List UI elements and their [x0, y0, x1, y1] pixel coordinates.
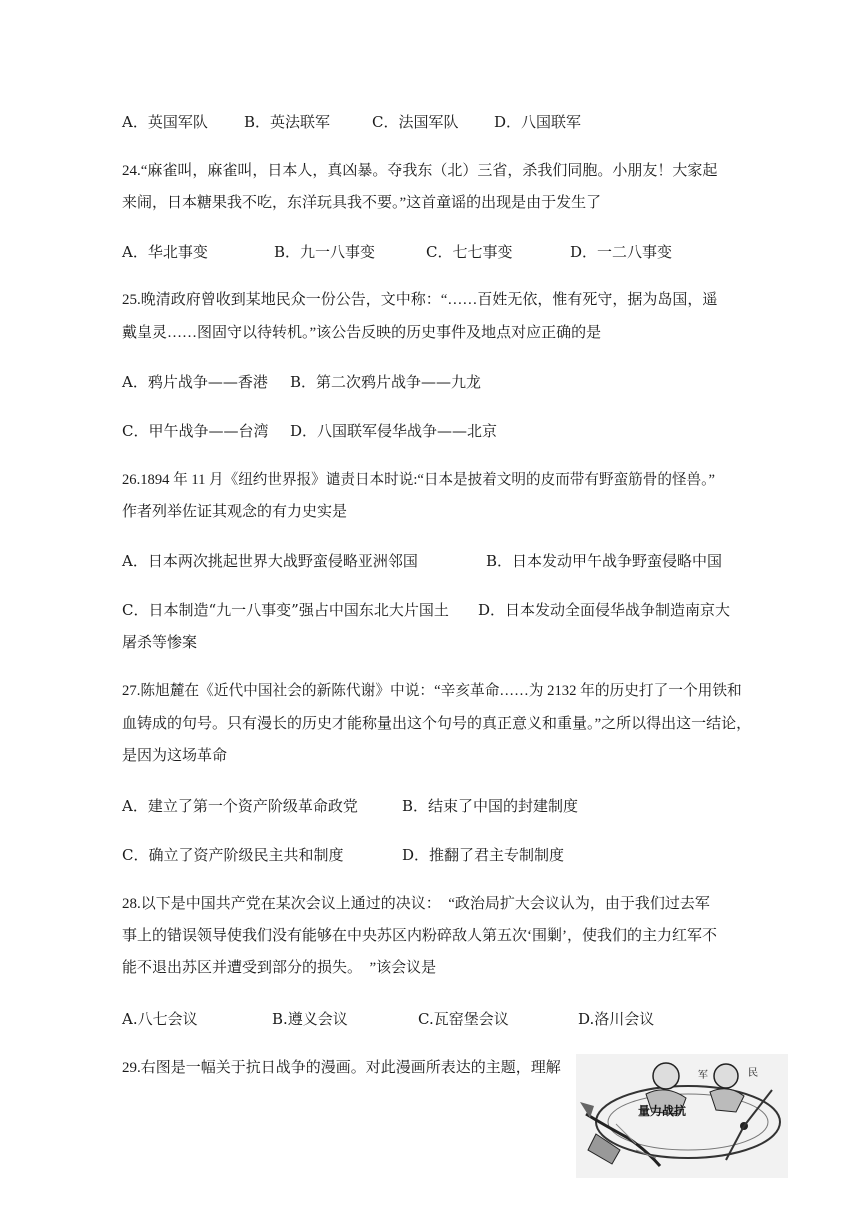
cartoon-army-tag: 军: [698, 1070, 708, 1081]
q24-option-a: A．华北事变: [122, 243, 208, 261]
q27-option-d: D．推翻了君主专制制度: [402, 846, 565, 864]
q26-option-d: D．日本发动全面侵华战争制造南京大: [478, 601, 731, 619]
q26-stem-line2: 作者列举佐证其观念的有力史实是: [122, 504, 348, 520]
q23-option-c: C．法国军队: [372, 113, 459, 131]
q25-option-d: D．八国联军侵华战争——北京: [290, 422, 498, 440]
q28-stem-line1: 28.以下是中国共产党在某次会议上通过的决议： “政治局扩大会议认为，由于我们过去军: [122, 896, 710, 912]
q25-stem-line1: 25.晚清政府曾收到某地民众一份公告，文中称：“……百姓无依，惟有死守，据为岛国，遥: [122, 292, 718, 308]
q26-stem-line1: 26.1894 年 11 月《纽约世界报》谴责日本时说:“日本是披着文明的皮而带有野蛮筋骨的怪兽。”: [122, 472, 715, 488]
q26-option-a: A．日本两次挑起世界大战野蛮侵略亚洲邻国: [122, 552, 418, 570]
q27-option-b: B．结束了中国的封建制度: [402, 797, 579, 815]
q26-option-d-continuation: 屠杀等惨案: [122, 633, 198, 651]
q24-stem-line1: 24.“麻雀叫，麻雀叫，日本人，真凶暴。夺我东（北）三省，杀我们同胞。小朋友！大家起: [122, 163, 718, 179]
q27-stem-line1: 27.陈旭麓在《近代中国社会的新陈代谢》中说：“辛亥革命……为 2132 年的历史打了一个用铁和: [122, 683, 742, 699]
q29-stem-line1: 29.右图是一幅关于抗日战争的漫画。对此漫画所表达的主题，理解: [122, 1060, 561, 1076]
q27-stem-line3: 是因为这场革命: [122, 748, 228, 764]
q28-option-d: D.洛川会议: [578, 1010, 655, 1028]
q23-option-b: B．英法联军: [244, 113, 331, 131]
q25-option-b: B．第二次鸦片战争——九龙: [290, 373, 482, 391]
q24-option-d: D．一二八事变: [570, 243, 673, 261]
q27-stem-line2: 血铸成的句号。只有漫长的历史才能称量出这个句号的真正意义和重量。”之所以得出这一结论，: [122, 716, 752, 732]
q23-option-d: D．八国联军: [494, 113, 582, 131]
cartoon-people-tag: 民: [748, 1068, 758, 1079]
q26-option-b: B．日本发动甲午战争野蛮侵略中国: [486, 552, 723, 570]
cartoon-caption: 量力战抗: [638, 1104, 687, 1118]
q26-option-c: C．日本制造“九一八事变”强占中国东北大片国土: [122, 601, 449, 619]
q27-option-a: A．建立了第一个资产阶级革命政党: [122, 797, 358, 815]
q28-option-b: B.遵义会议: [272, 1010, 348, 1028]
q28-option-c: C.瓦窑堡会议: [418, 1010, 509, 1028]
anti-japanese-war-cartoon: [576, 1054, 788, 1178]
q28-stem-line2: 事上的错误领导使我们没有能够在中央苏区内粉碎敌人第五次‘围剿’，使我们的主力红军不: [122, 928, 717, 944]
q23-option-a: A．英国军队: [122, 113, 208, 131]
q24-option-b: B．九一八事变: [274, 243, 376, 261]
q28-stem-line3: 能不退出苏区并遭受到部分的损失。 ”该会议是: [122, 960, 437, 976]
q25-stem-line2: 戴皇灵……图固守以待转机。”该公告反映的历史事件及地点对应正确的是: [122, 325, 602, 341]
q24-stem-line2: 来闹，日本糖果我不吃，东洋玩具我不要。”这首童谣的出现是由于发生了: [122, 195, 602, 211]
q25-option-c: C．甲午战争——台湾: [122, 422, 269, 440]
q28-option-a: A.八七会议: [122, 1010, 198, 1028]
q25-option-a: A．鸦片战争——香港: [122, 373, 268, 391]
q24-option-c: C．七七事变: [426, 243, 513, 261]
q27-option-c: C．确立了资产阶级民主共和制度: [122, 846, 344, 864]
